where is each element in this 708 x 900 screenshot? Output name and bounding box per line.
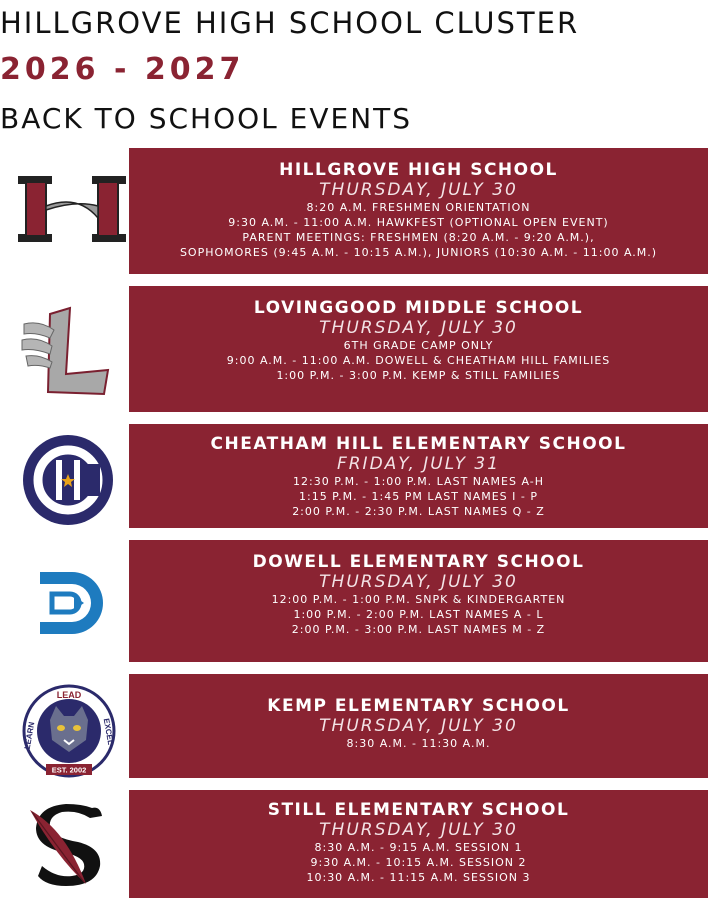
event-card-lovinggood (129, 286, 708, 412)
event-card-hillgrove (129, 148, 708, 274)
event-line: 12:00 P.M. - 1:00 P.M. SNPK & KINDERGARTEN (271, 593, 566, 606)
event-card-kemp (129, 674, 708, 778)
event-line: 6TH GRADE CAMP ONLY (343, 339, 494, 352)
event-line: 8:30 A.M. - 11:30 A.M. (346, 737, 491, 750)
event-line: 8:20 A.M. FRESHMEN ORIENTATION (306, 201, 531, 214)
event-date: THURSDAY, JULY 30 (319, 716, 518, 736)
school-name: KEMP ELEMENTARY SCHOOL (267, 696, 570, 716)
school-name: CHEATHAM HILL ELEMENTARY SCHOOL (210, 434, 627, 454)
event-date: THURSDAY, JULY 30 (319, 318, 518, 338)
page-subtitle: BACK TO SCHOOL EVENTS (0, 102, 413, 135)
page-title: HILLGROVE HIGH SCHOOL CLUSTER (0, 6, 580, 40)
event-line: 9:00 A.M. - 11:00 A.M. DOWELL & CHEATHAM HILL FAMILIES (226, 354, 611, 367)
kemp-logo-bottom-text: EST. 2002 (51, 765, 87, 775)
event-line: PARENT MEETINGS: FRESHMEN (8:20 A.M. - 9:20 A.M.), (242, 231, 595, 244)
kemp-cougar-logo (22, 684, 116, 778)
event-line: 9:30 A.M. - 10:15 A.M. SESSION 2 (310, 856, 527, 869)
event-line: 2:00 P.M. - 2:30 P.M. LAST NAMES Q - Z (292, 505, 545, 518)
cheatham-hill-logo (22, 434, 114, 526)
school-name: DOWELL ELEMENTARY SCHOOL (252, 552, 585, 572)
event-line: 12:30 P.M. - 1:00 P.M. LAST NAMES A-H (293, 475, 544, 488)
event-date: THURSDAY, JULY 30 (319, 820, 518, 840)
still-s-feather-logo (26, 800, 116, 890)
school-name: LOVINGGOOD MIDDLE SCHOOL (253, 298, 584, 318)
kemp-logo-top-text: LEAD (56, 690, 82, 700)
event-card-dowell (129, 540, 708, 662)
event-date: THURSDAY, JULY 30 (319, 572, 518, 592)
event-line: 1:00 P.M. - 2:00 P.M. LAST NAMES A - L (293, 608, 544, 621)
event-date: FRIDAY, JULY 31 (336, 454, 501, 474)
school-name: STILL ELEMENTARY SCHOOL (267, 800, 570, 820)
event-card-still (129, 790, 708, 898)
lovinggood-wing-logo (20, 304, 112, 396)
kemp-logo-left-text: LEARN (22, 721, 37, 750)
event-line: 1:00 P.M. - 3:00 P.M. KEMP & STILL FAMILIES (276, 369, 561, 382)
event-line: 1:15 P.M. - 1:45 PM LAST NAMES I - P (298, 490, 538, 503)
event-line: SOPHOMORES (9:45 A.M. - 10:15 A.M.), JUNIORS (10:30 A.M. - 11:00 A.M.) (179, 246, 658, 259)
event-card-cheatham-hill (129, 424, 708, 528)
event-line: 2:00 P.M. - 3:00 P.M. LAST NAMES M - Z (291, 623, 546, 636)
event-line: 8:30 A.M. - 9:15 A.M. SESSION 1 (314, 841, 523, 854)
school-year: 2026 - 2027 (0, 52, 245, 87)
kemp-logo-right-text: EXCEL (101, 717, 116, 746)
school-name: HILLGROVE HIGH SCHOOL (279, 160, 558, 180)
event-line: 10:30 A.M. - 11:15 A.M. SESSION 3 (306, 871, 531, 884)
event-date: THURSDAY, JULY 30 (319, 180, 518, 200)
hillgrove-h-logo (18, 176, 126, 242)
event-line: 9:30 A.M. - 11:00 A.M. HAWKFEST (OPTIONAL OPEN EVENT) (228, 216, 609, 229)
dowell-d-logo (38, 570, 110, 636)
